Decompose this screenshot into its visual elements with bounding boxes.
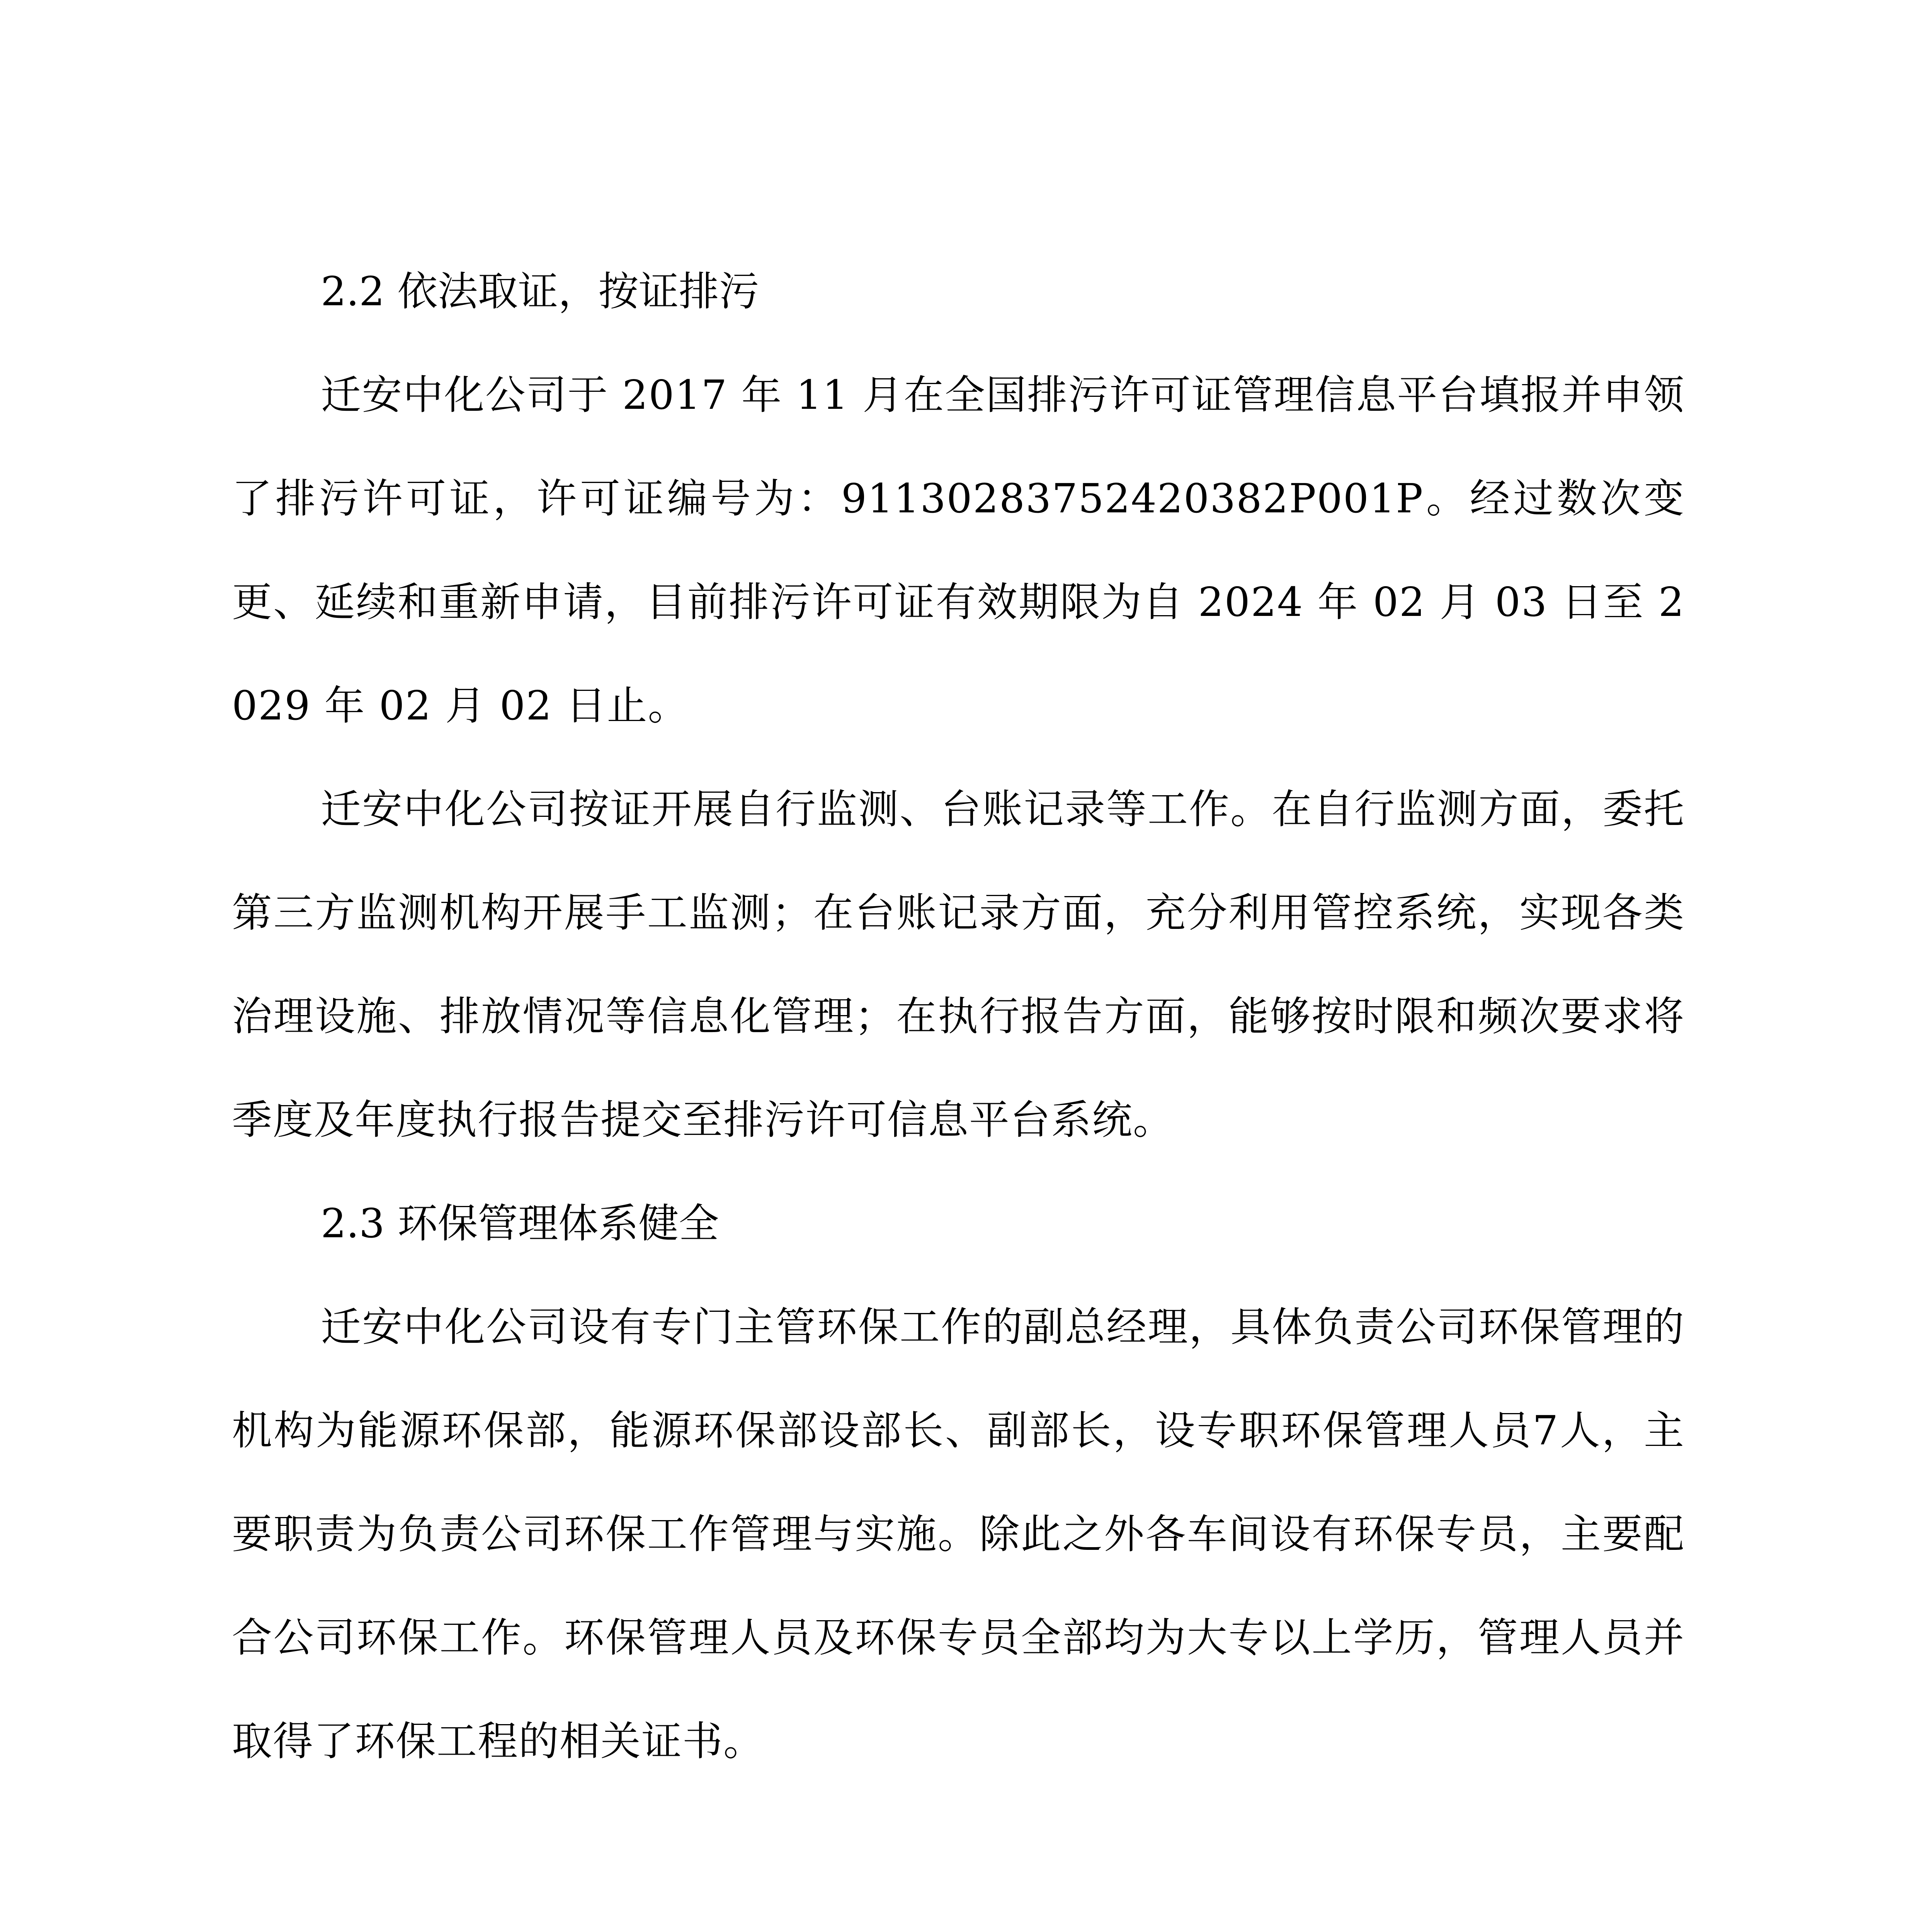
paragraph-management-system: 迁安中化公司设有专门主管环保工作的副总经理，具体负责公司环保管理的机构为能源环保部，能源环保部设部长、副部长，设专职环保管理人员7人，主要职责为负责公司环保工作管理与实施。除此之外各车间设有环保专员，主要配合公司环保工作。环保管理人员及环保专员全部均为大专以上学历，管理人员并取得了环保工程的相关证书。 <box>232 1303 1685 1765</box>
section-heading-2-3: 2.3 环保管理体系健全 <box>321 1200 719 1247</box>
section-heading-2-2: 2.2 依法取证，按证排污 <box>321 268 759 315</box>
document-body <box>232 240 1685 1793</box>
paragraph-monitoring: 迁安中化公司按证开展自行监测、台账记录等工作。在自行监测方面，委托第三方监测机构开展手工监测；在台账记录方面，充分利用管控系统，实现各类治理设施、排放情况等信息化管理；在执行报告方面，能够按时限和频次要求将季度及年度执行报告提交至排污许可信息平台系统。 <box>232 786 1685 1143</box>
paragraph-permit-info: 迁安中化公司于 2017 年 11 月在全国排污许可证管理信息平台填报并申领了排污许可证，许可证编号为：91130283752420382P001P。经过数次变更、延续和重新申请，目前排污许可证有效期限为自 2024 年 02 月 03 日至 2029 年 02 月 02 日止。 <box>232 371 1685 729</box>
